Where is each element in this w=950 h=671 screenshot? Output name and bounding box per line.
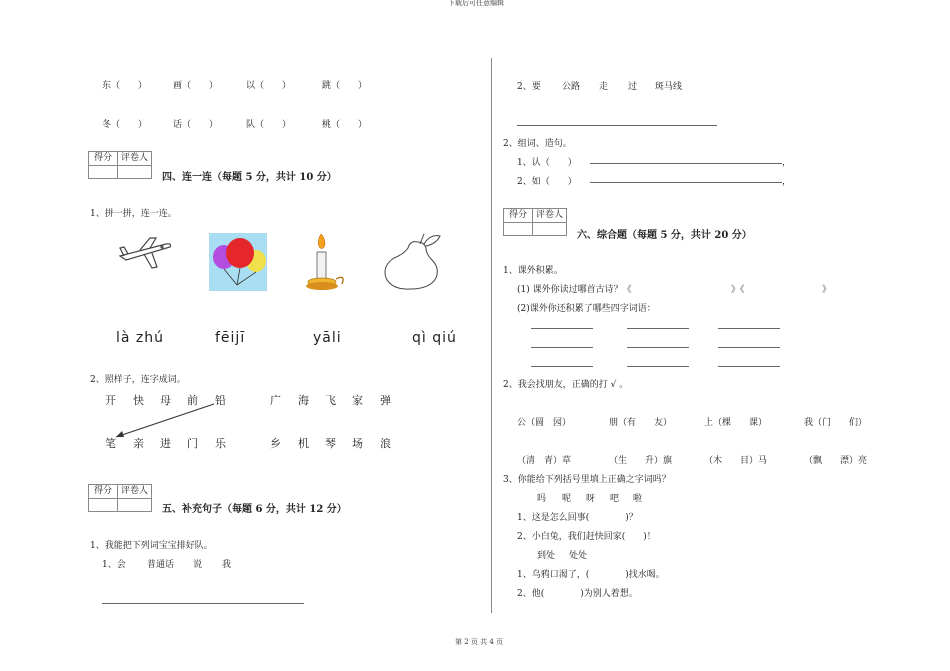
airplane-image xyxy=(116,234,174,274)
candle-image xyxy=(302,232,350,292)
word-item: 斑马线 xyxy=(655,82,683,92)
word-item: 1、会 xyxy=(102,560,126,570)
answer-line xyxy=(627,366,689,367)
fill-item: 话（ ） xyxy=(173,120,219,130)
grader-label: 评卷人 xyxy=(120,486,148,496)
char-top: 飞 xyxy=(325,394,336,407)
char-bottom: 乡 xyxy=(270,437,281,450)
answer-line xyxy=(517,125,717,126)
section-title: 四、连一连（每题 5 分，共计 10 分） xyxy=(162,172,337,183)
question-text: 》《 xyxy=(731,285,745,295)
pinyin-option: là zhú xyxy=(116,330,165,346)
comma: ， xyxy=(782,158,792,168)
answer-line xyxy=(590,163,782,164)
column-divider xyxy=(491,58,492,613)
fill-sentence: 1、乌鸦口渴了，( )找水喝。 xyxy=(517,570,665,580)
group-item: 1、认（ ） xyxy=(517,158,577,168)
char-bottom: 进 xyxy=(160,437,171,450)
fill-item: 画（ ） xyxy=(173,81,219,91)
fill-item: 东（ ） xyxy=(102,81,148,91)
section-title: 五、补充句子（每题 6 分，共计 12 分） xyxy=(162,504,347,515)
question-text: 3、你能给下列括号里填上正确之字词吗？ xyxy=(503,475,671,485)
char-pair: （木 目）马 xyxy=(704,456,768,466)
char-top: 家 xyxy=(352,394,363,407)
char-top: 海 xyxy=(298,394,309,407)
question-text: 2、组词、造句。 xyxy=(503,139,572,149)
char-bottom: 场 xyxy=(352,437,363,450)
answer-line xyxy=(531,328,593,329)
answer-line xyxy=(718,328,780,329)
option-char: 呀 xyxy=(586,494,596,504)
char-bottom: 乐 xyxy=(215,437,226,450)
char-pair: （清 青）草 xyxy=(517,456,572,466)
score-label: 得分 xyxy=(89,485,118,498)
word-item: 我 xyxy=(222,560,232,570)
fill-sentence: 2、他( )为别人着想。 xyxy=(517,589,638,599)
balloons-image xyxy=(209,233,267,291)
char-pair: 上（棵 课） xyxy=(704,418,768,428)
word-item: 走 xyxy=(599,82,609,92)
question-text: 1、我能把下列词宝宝排好队。 xyxy=(90,541,213,551)
char-top: 前 xyxy=(187,394,198,407)
word-item: 普通话 xyxy=(147,560,175,570)
fill-item: 桃（ ） xyxy=(322,120,368,130)
score-box xyxy=(88,484,152,512)
char-bottom: 浪 xyxy=(380,437,391,450)
char-pair: 我（门 们） xyxy=(804,418,868,428)
char-bottom: 门 xyxy=(187,437,198,450)
question-text: 1、课外积累。 xyxy=(503,266,563,276)
char-top: 快 xyxy=(133,394,144,407)
score-label: 得分 xyxy=(89,152,118,165)
fill-item: 队（ ） xyxy=(246,120,292,130)
option-char: 啦 xyxy=(633,494,643,504)
answer-line xyxy=(718,366,780,367)
fill-sentence: 1、这是怎么回事( )？ xyxy=(517,513,638,523)
char-top: 铅 xyxy=(215,394,226,407)
fill-item: 冬（ ） xyxy=(102,120,148,130)
char-top: 开 xyxy=(105,394,116,407)
answer-line xyxy=(627,347,689,348)
char-bottom: 笔 xyxy=(105,437,116,450)
question-text: 》 xyxy=(822,285,832,295)
option-word: 到处 xyxy=(537,551,556,561)
char-pair: （生 升）旗 xyxy=(609,456,673,466)
fill-item: 以（ ） xyxy=(246,81,292,91)
answer-line xyxy=(590,182,782,183)
char-top: 母 xyxy=(160,394,171,407)
pinyin-option: qì qiú xyxy=(412,330,457,346)
word-item: 公路 xyxy=(562,82,581,92)
question-text: (1) 课外你读过哪首古诗？《 xyxy=(517,285,632,295)
fill-item: 跳（ ） xyxy=(322,81,368,91)
pinyin-option: yāli xyxy=(313,330,342,346)
answer-line xyxy=(102,603,304,604)
page-number: 第 2 页 共 4 页 xyxy=(455,638,504,646)
char-pair: （飘 漂）亮 xyxy=(804,456,868,466)
option-char: 呢 xyxy=(562,494,572,504)
option-char: 吗 xyxy=(537,494,547,504)
comma: ， xyxy=(782,177,792,187)
answer-line xyxy=(627,328,689,329)
char-top: 广 xyxy=(270,394,281,407)
pear-image xyxy=(380,232,446,292)
word-item: 过 xyxy=(628,82,638,92)
grader-label: 评卷人 xyxy=(535,210,563,220)
question-text: 1、拼一拼，连一连。 xyxy=(90,209,177,219)
section-title: 六、综合题（每题 5 分，共计 20 分） xyxy=(577,230,752,241)
group-item: 2、如（ ） xyxy=(517,177,577,187)
question-text: (2)课外你还积累了哪些四字词语： xyxy=(517,304,656,314)
word-item: 2、要 xyxy=(517,82,541,92)
char-pair: 公（圆 园） xyxy=(517,418,572,428)
top-note: 下载后可任意编辑 xyxy=(448,0,504,7)
answer-line xyxy=(531,347,593,348)
char-bottom: 亲 xyxy=(133,437,144,450)
grader-label: 评卷人 xyxy=(120,153,148,163)
char-bottom: 机 xyxy=(298,437,309,450)
answer-line xyxy=(718,347,780,348)
score-box xyxy=(88,151,152,179)
fill-sentence: 2、小白兔，我们赶快回家( )！ xyxy=(517,532,656,542)
word-item: 说 xyxy=(193,560,203,570)
score-label: 得分 xyxy=(504,209,533,222)
option-word: 处处 xyxy=(569,551,588,561)
option-char: 吧 xyxy=(610,494,620,504)
score-box xyxy=(503,208,567,236)
char-pair: 朋（有 友） xyxy=(609,418,673,428)
answer-line xyxy=(531,366,593,367)
char-bottom: 琴 xyxy=(325,437,336,450)
char-top: 弹 xyxy=(380,394,391,407)
question-text: 2、我会找朋友，正确的打 √ 。 xyxy=(503,380,629,390)
pinyin-option: fēijī xyxy=(215,330,246,346)
question-text: 2、照样子，连字成词。 xyxy=(90,375,186,385)
